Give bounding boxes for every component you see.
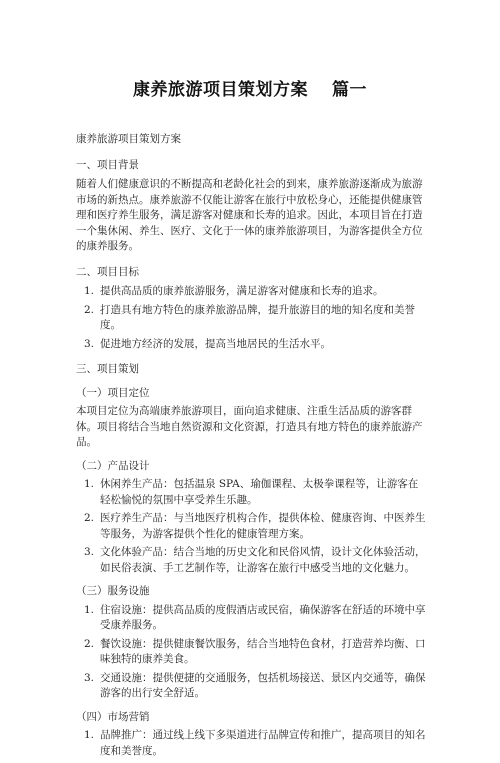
list-item-number: 3. xyxy=(84,671,95,684)
section-heading-planning: 三、项目策划 xyxy=(76,363,139,375)
list-item xyxy=(76,284,426,300)
list-item-text: 提供高品质的康养旅游服务，满足游客对健康和长寿的追求。 xyxy=(100,285,384,297)
list-item-text: 休闲养生产品：包括温泉 SPA、瑜伽课程、太极拳课程等，让游客在轻松愉悦的氛围中享受养生乐趣。 xyxy=(100,478,419,506)
list-item-number: 3. xyxy=(84,337,95,350)
list-item xyxy=(76,337,426,353)
list-item-text: 医疗养生产品：与当地医疗机构合作，提供体检、健康咨询、中医养生等服务，为游客提供个性化的健康管理方案。 xyxy=(100,512,426,540)
list-item-text: 住宿设施：提供高品质的度假酒店或民宿，确保游客在舒适的环境中享受康养服务。 xyxy=(100,603,426,631)
subsection-heading-marketing: （四）市场营销 xyxy=(76,710,150,723)
list-item-number: 1. xyxy=(84,603,95,616)
goals-list xyxy=(76,284,426,352)
list-item-number: 2. xyxy=(84,637,95,650)
list-item-text: 餐饮设施：提供健康餐饮服务，结合当地特色食材，打造营养均衡、口味独特的康养美食。 xyxy=(100,637,426,665)
list-item-text: 文化体验产品：结合当地的历史文化和民俗风情，设计文化体验活动，如民俗表演、手工艺制作等，让游客在旅行中感受当地的文化魅力。 xyxy=(100,546,426,574)
list-item-text: 交通设施：提供便捷的交通服务，包括机场接送、景区内交通等，确保游客的出行安全舒适。 xyxy=(100,671,426,699)
products-list xyxy=(76,477,426,576)
positioning-paragraph: 本项目定位为高端康养旅游项目，面向追求健康、注重生活品质的游客群体。项目将结合当地自然资源和文化资源，打造具有地方特色的康养旅游产品。 xyxy=(76,405,423,448)
document-title: 康养旅游项目策划方案 篇一 xyxy=(133,80,367,100)
list-item xyxy=(76,603,426,634)
section-heading-goals: 二、项目目标 xyxy=(76,265,139,278)
list-item-text: 促进地方经济的发展，提高当地居民的生活水平。 xyxy=(100,337,331,350)
list-item xyxy=(76,477,426,508)
list-item-number: 2. xyxy=(84,303,95,316)
document-subtitle: 康养旅游项目策划方案 xyxy=(76,133,181,145)
subsection-heading-products: （二）产品设计 xyxy=(76,459,150,472)
list-item-number: 2. xyxy=(84,512,95,524)
list-item xyxy=(76,545,426,576)
list-item xyxy=(76,671,426,702)
list-item-number: 1. xyxy=(84,478,95,490)
background-paragraph: 随着人们健康意识的不断提高和老龄化社会的到来，康养旅游逐渐成为旅游市场的新热点。康养旅游不仅能让游客在旅行中放松身心，还能提供健康管理和医疗养生服务，满足游客对健康和长寿的追求。因此，本项目旨在打造一个集休闲、养生、医疗、文化于一体的康养旅游项目，为游客提供全方位的康养服务。 xyxy=(76,178,423,252)
list-item xyxy=(76,728,426,759)
list-item xyxy=(76,511,426,542)
list-item-number: 1. xyxy=(84,285,95,297)
section-heading-background: 一、项目背景 xyxy=(76,158,139,171)
subsection-heading-positioning: （一）项目定位 xyxy=(76,386,150,399)
list-item xyxy=(76,303,426,334)
list-item-text: 品牌推广：通过线上线下多渠道进行品牌宣传和推广，提高项目的知名度和美誉度。 xyxy=(100,729,426,757)
document-body xyxy=(76,132,426,763)
list-item-number: 1. xyxy=(84,729,95,741)
list-item-text: 打造具有地方特色的康养旅游品牌，提升旅游目的地的知名度和美誉度。 xyxy=(100,303,415,331)
marketing-list xyxy=(76,728,426,759)
facilities-list xyxy=(76,603,426,702)
subsection-heading-facilities: （三）服务设施 xyxy=(76,585,150,597)
list-item xyxy=(76,637,426,668)
list-item-number: 3. xyxy=(84,546,95,558)
